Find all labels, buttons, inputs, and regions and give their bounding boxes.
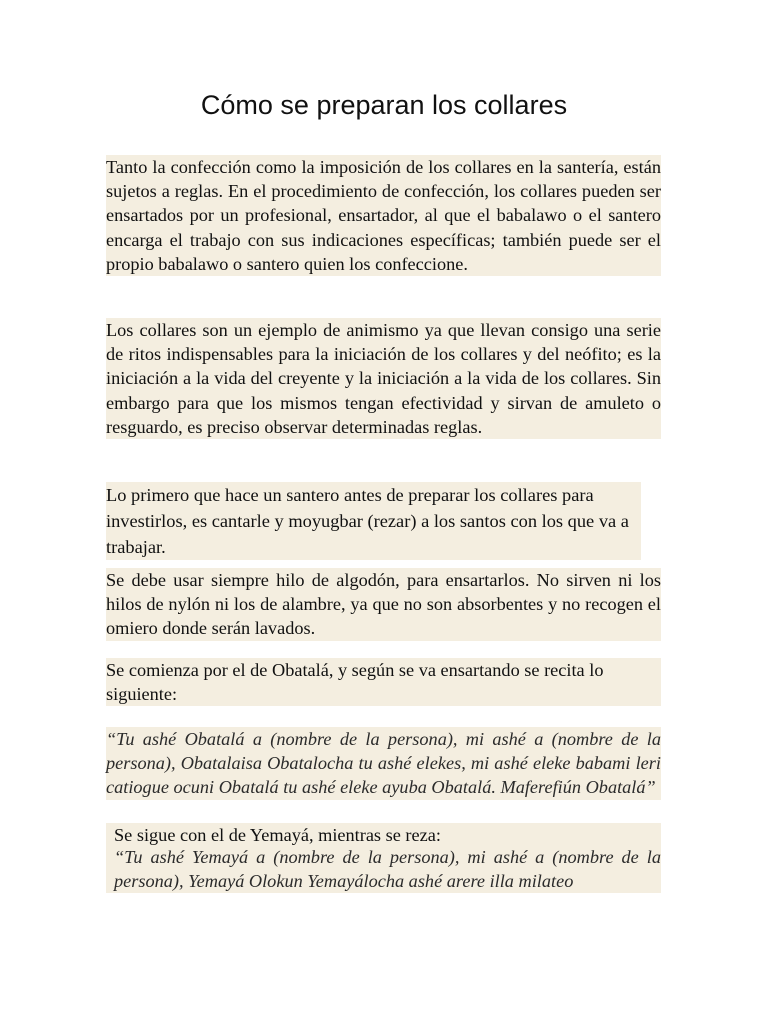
paragraph-obatala-intro: Se comienza por el de Obatalá, y según se va ensartando se recita lo siguiente: <box>106 658 661 706</box>
paragraph-yemaya-intro: Se sigue con el de Yemayá, mientras se reza: <box>106 823 661 847</box>
paragraph-moyugbar: Lo primero que hace un santero antes de preparar los collares para investirlos, es cantarle y moyugbar (rezar) a los santos con los que va a trabajar. <box>106 482 641 560</box>
prayer-obatala: “Tu ashé Obatalá a (nombre de la persona), mi ashé a (nombre de la persona), Obatalaisa Obatalocha tu ashé elekes, mi ashé eleke babami leri catiogue ocuni Obatalá tu ashé eleke ayuba Obatalá. Maferefiún Obatalá” <box>106 727 661 800</box>
page-title: Cómo se preparan los collares <box>200 90 568 120</box>
paragraph-hilo-algodon: Se debe usar siempre hilo de algodón, para ensartarlos. No sirven ni los hilos de nylón ni los de alambre, ya que no son absorbentes y no recogen el omiero donde serán lavados. <box>106 568 661 641</box>
paragraph-animismo: Los collares son un ejemplo de animismo ya que llevan consigo una serie de ritos indispensables para la iniciación de los collares y del neófito; es la iniciación a la vida del creyente y la iniciación a la vida de los collares. Sin embargo para que los mismos tengan efectividad y sirvan de amuleto o resguardo, es preciso observar determinadas reglas. <box>106 318 661 439</box>
paragraph-confeccion: Tanto la confección como la imposición de los collares en la santería, están sujetos a reglas. En el procedimiento de confección, los collares pueden ser ensartados por un profesional, ensartador, al que el babalawo o el santero encarga el trabajo con sus indicaciones específicas; también puede ser el propio babalawo o santero quien los confeccione. <box>106 155 661 276</box>
prayer-yemaya: “Tu ashé Yemayá a (nombre de la persona), mi ashé a (nombre de la persona), Yemayá Olokun Yemayálocha ashé arere illa milateo <box>106 845 661 893</box>
